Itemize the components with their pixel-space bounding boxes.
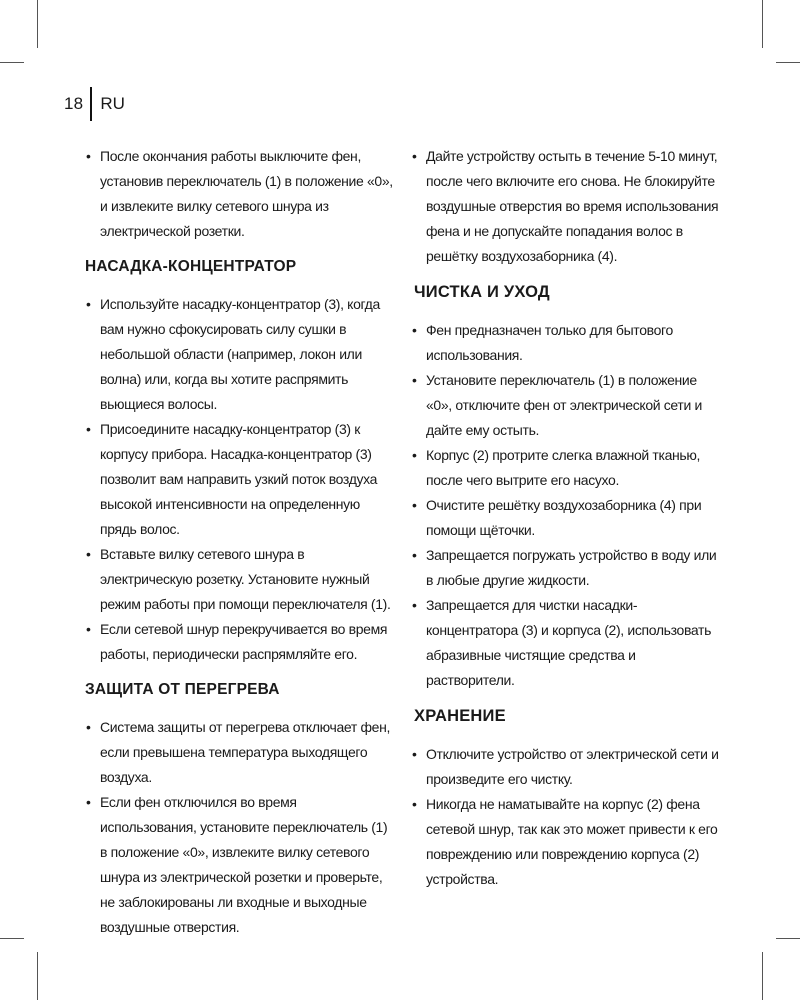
bullet: • xyxy=(412,322,417,338)
crop-mark-top-right xyxy=(762,0,763,48)
overheat-list xyxy=(80,715,396,940)
right-intro-list xyxy=(412,144,722,269)
list-item: • Система защиты от перегрева отключает фен, если превышена температура выходящего воздуха. xyxy=(80,715,396,790)
bullet: • xyxy=(86,296,91,312)
bullet: • xyxy=(86,794,91,810)
left-column xyxy=(80,144,396,940)
list-item: • Дайте устройству остыть в течение 5-10 минут, после чего включите его снова. Не блокируйте воздушные отверстия во время использования фена и не допускайте попадания волос в решётку воздухозаборника (4). xyxy=(412,144,722,269)
bullet: • xyxy=(412,547,417,563)
list-item: • Используйте насадку-концентратор (3), когда вам нужно сфокусировать силу сушки в небольшой области (например, локон или волна) или, когда вы хотите распрямить вьющиеся волосы. xyxy=(80,292,396,417)
bullet: • xyxy=(412,597,417,613)
storage-list xyxy=(412,742,722,892)
list-item: • Очистите решётку воздухозаборника (4) при помощи щёточки. xyxy=(412,493,722,543)
crop-mark-top-left-h xyxy=(0,62,24,63)
bullet: • xyxy=(412,497,417,513)
crop-mark-bottom-right xyxy=(762,952,763,1000)
bullet: • xyxy=(86,148,91,164)
crop-mark-bottom-right-h xyxy=(776,938,800,939)
bullet: • xyxy=(86,621,91,637)
concentrator-list xyxy=(80,292,396,667)
bullet: • xyxy=(412,148,417,164)
list-item: • Если фен отключился во время использования, установите переключатель (1) в положение «0», извлеките вилку сетевого шнура из электрической розетки и проверьте, не заблокированы ли входные и выходные воздушные отверстия. xyxy=(80,790,396,940)
crop-mark-top-left xyxy=(37,0,38,48)
bullet: • xyxy=(86,719,91,735)
section-heading-concentrator: НАСАДКА-КОНЦЕНТРАТОР xyxy=(85,258,297,275)
list-item: • Если сетевой шнур перекручивается во время работы, периодически распрямляйте его. xyxy=(80,617,396,667)
section-heading-overheat: ЗАЩИТА ОТ ПЕРЕГРЕВА xyxy=(85,681,280,698)
list-item: • Вставьте вилку сетевого шнура в электрическую розетку. Установите нужный режим работы при помощи переключателя (1). xyxy=(80,542,396,617)
bullet: • xyxy=(412,447,417,463)
list-item: • Корпус (2) протрите слегка влажной тканью, после чего вытрите его насухо. xyxy=(412,443,722,493)
list-item: • Фен предназначен только для бытового использования. xyxy=(412,318,722,368)
cleaning-list xyxy=(412,318,722,693)
left-intro-list xyxy=(80,144,396,244)
language-code: RU xyxy=(100,94,125,113)
right-column xyxy=(412,144,722,892)
header-divider xyxy=(90,87,92,121)
crop-mark-bottom-left xyxy=(37,952,38,1000)
list-item: • Присоедините насадку-концентратор (3) к корпусу прибора. Насадка-концентратор (3) позволит вам направить узкий поток воздуха высокой интенсивности на определенную прядь волос. xyxy=(80,417,396,542)
section-heading-cleaning: ЧИСТКА И УХОД xyxy=(414,283,550,301)
bullet: • xyxy=(412,746,417,762)
page-header xyxy=(64,86,125,122)
bullet: • xyxy=(86,421,91,437)
bullet: • xyxy=(412,372,417,388)
list-item: • Никогда не наматывайте на корпус (2) фена сетевой шнур, так как это может привести к его повреждению или повреждению корпуса (2) устройства. xyxy=(412,792,722,892)
list-item: • Запрещается погружать устройство в воду или в любые другие жидкости. xyxy=(412,543,722,593)
crop-mark-top-right-h xyxy=(776,62,800,63)
list-item: • После окончания работы выключите фен, установив переключатель (1) в положение «0», и извлеките вилку сетевого шнура из электрической розетки. xyxy=(80,144,396,244)
list-item: • Установите переключатель (1) в положение «0», отключите фен от электрической сети и дайте ему остыть. xyxy=(412,368,722,443)
list-item: • Отключите устройство от электрической сети и произведите его чистку. xyxy=(412,742,722,792)
bullet: • xyxy=(412,796,417,812)
list-item: • Запрещается для чистки насадки-концентратора (3) и корпуса (2), использовать абразивные чистящие средства и растворители. xyxy=(412,593,722,693)
page-number: 18 xyxy=(64,94,84,113)
section-heading-storage: ХРАНЕНИЕ xyxy=(414,707,506,725)
crop-mark-bottom-left-h xyxy=(0,938,24,939)
bullet: • xyxy=(86,546,91,562)
